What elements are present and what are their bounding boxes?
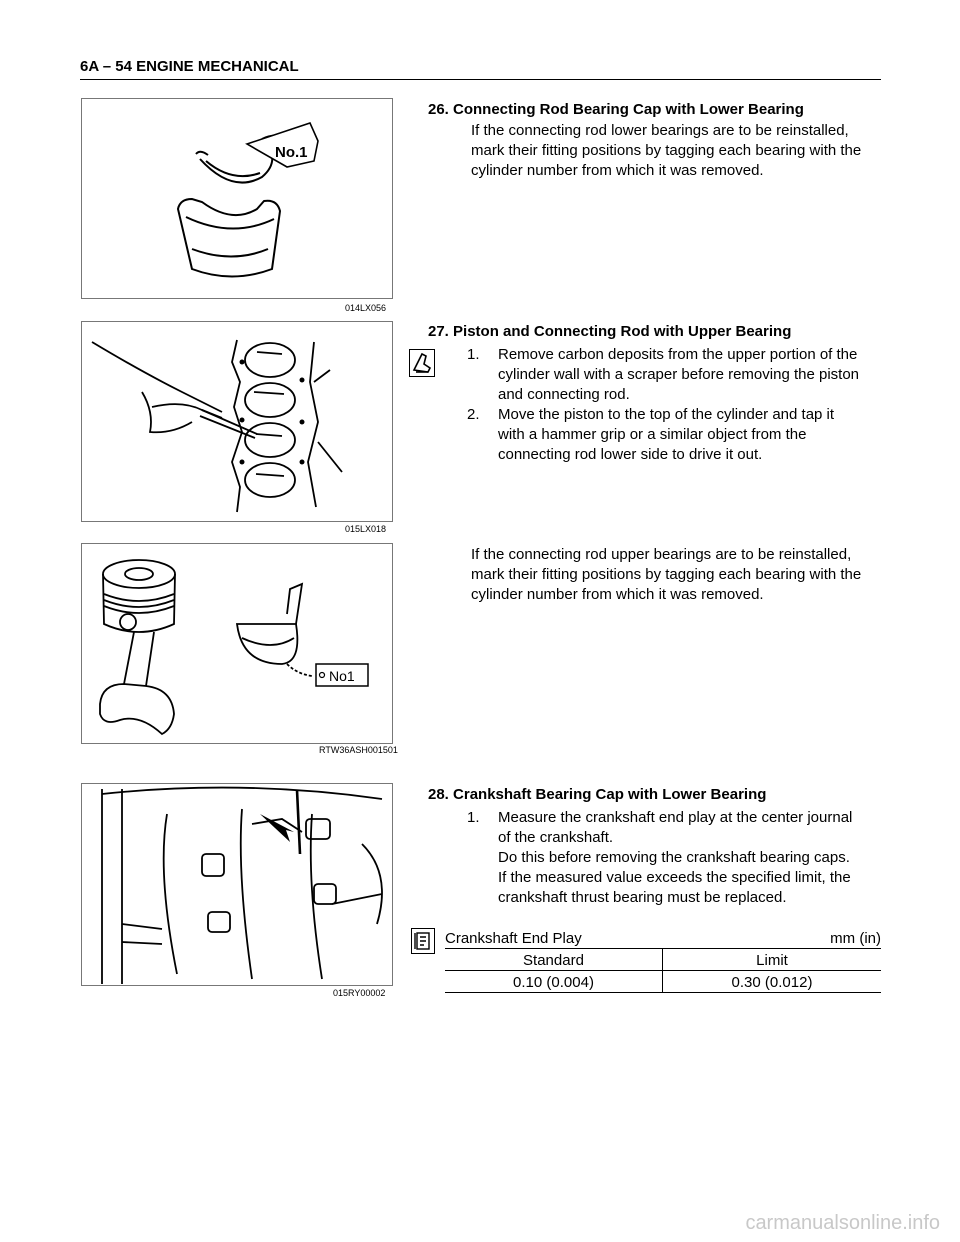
text-line: cylinder number from which it was removed. — [471, 162, 764, 179]
crankshaft-illustration — [82, 784, 392, 985]
table-rule-top — [445, 948, 881, 949]
bearing-tag-label: No.1 — [275, 144, 308, 161]
item-number: 2. — [467, 406, 480, 423]
text-line: cylinder wall with a scraper before removing the piston — [498, 366, 860, 383]
text-line: with a hammer grip or a similar object from the — [498, 426, 807, 443]
measurement-spec-icon — [411, 928, 435, 954]
item-number: 1. — [467, 346, 480, 363]
text-line: Do this before removing the crankshaft bearing caps. — [498, 849, 850, 866]
page-header: 6A – 54 ENGINE MECHANICAL — [80, 58, 299, 75]
figure-caption: 015LX018 — [345, 524, 387, 534]
table-header-standard: Standard — [523, 952, 584, 969]
step-28-title: 28. Crankshaft Bearing Cap with Lower Bearing — [428, 786, 767, 803]
scraper-tool-icon — [409, 349, 435, 377]
table-rule-mid — [445, 970, 881, 971]
item-number: 1. — [467, 809, 480, 826]
table-header-limit: Limit — [756, 952, 788, 969]
text-line: Remove carbon deposits from the upper portion of the — [498, 346, 858, 363]
spec-title: Crankshaft End Play — [445, 930, 582, 947]
text-line: and connecting rod. — [498, 386, 630, 403]
rod-cap-illustration — [82, 99, 392, 298]
figure-crankshaft-end-play — [81, 783, 393, 986]
text-line: crankshaft thrust bearing must be replaced. — [498, 889, 787, 906]
piston-illustration — [82, 544, 392, 743]
text-line: Measure the crankshaft end play at the center journal — [498, 809, 853, 826]
figure-caption: 014LX056 — [345, 303, 387, 313]
step-27-title: 27. Piston and Connecting Rod with Upper Bearing — [428, 323, 792, 340]
text-line: cylinder number from which it was removed. — [471, 586, 764, 603]
step-27-note — [471, 545, 891, 605]
bearing-tag-label: No1 — [329, 668, 355, 684]
table-cell-limit: 0.30 (0.012) — [731, 974, 813, 991]
cylinder-illustration — [82, 322, 392, 521]
text-line: mark their fitting positions by tagging each bearing with the — [471, 566, 862, 583]
footer-watermark: carmanualsonline.info — [745, 1212, 940, 1234]
table-cell-standard: 0.10 (0.004) — [513, 974, 594, 991]
text-line: If the connecting rod lower bearings are to be reinstalled, — [471, 122, 849, 139]
header-rule — [80, 79, 881, 80]
step-26-text — [471, 121, 891, 181]
figure-caption: 015RY00002 — [333, 988, 386, 998]
figure-piston-connecting-rod — [81, 543, 393, 744]
text-line: mark their fitting positions by tagging each bearing with the — [471, 142, 862, 159]
table-rule-bottom — [445, 992, 881, 993]
text-line: If the measured value exceeds the specified limit, the — [498, 869, 851, 886]
figure-rod-cap-lower-bearing — [81, 98, 393, 299]
figure-cylinder-scraper — [81, 321, 393, 522]
text-line: If the connecting rod upper bearings are to be reinstalled, — [471, 546, 852, 563]
text-line: Move the piston to the top of the cylinder and tap it — [498, 406, 835, 423]
step-26-title: 26. Connecting Rod Bearing Cap with Lower Bearing — [428, 101, 804, 118]
text-line: connecting rod lower side to drive it out. — [498, 446, 763, 463]
spec-unit: mm (in) — [830, 930, 881, 947]
figure-caption: RTW36ASH001501 — [319, 745, 398, 755]
text-line: of the crankshaft. — [498, 829, 614, 846]
